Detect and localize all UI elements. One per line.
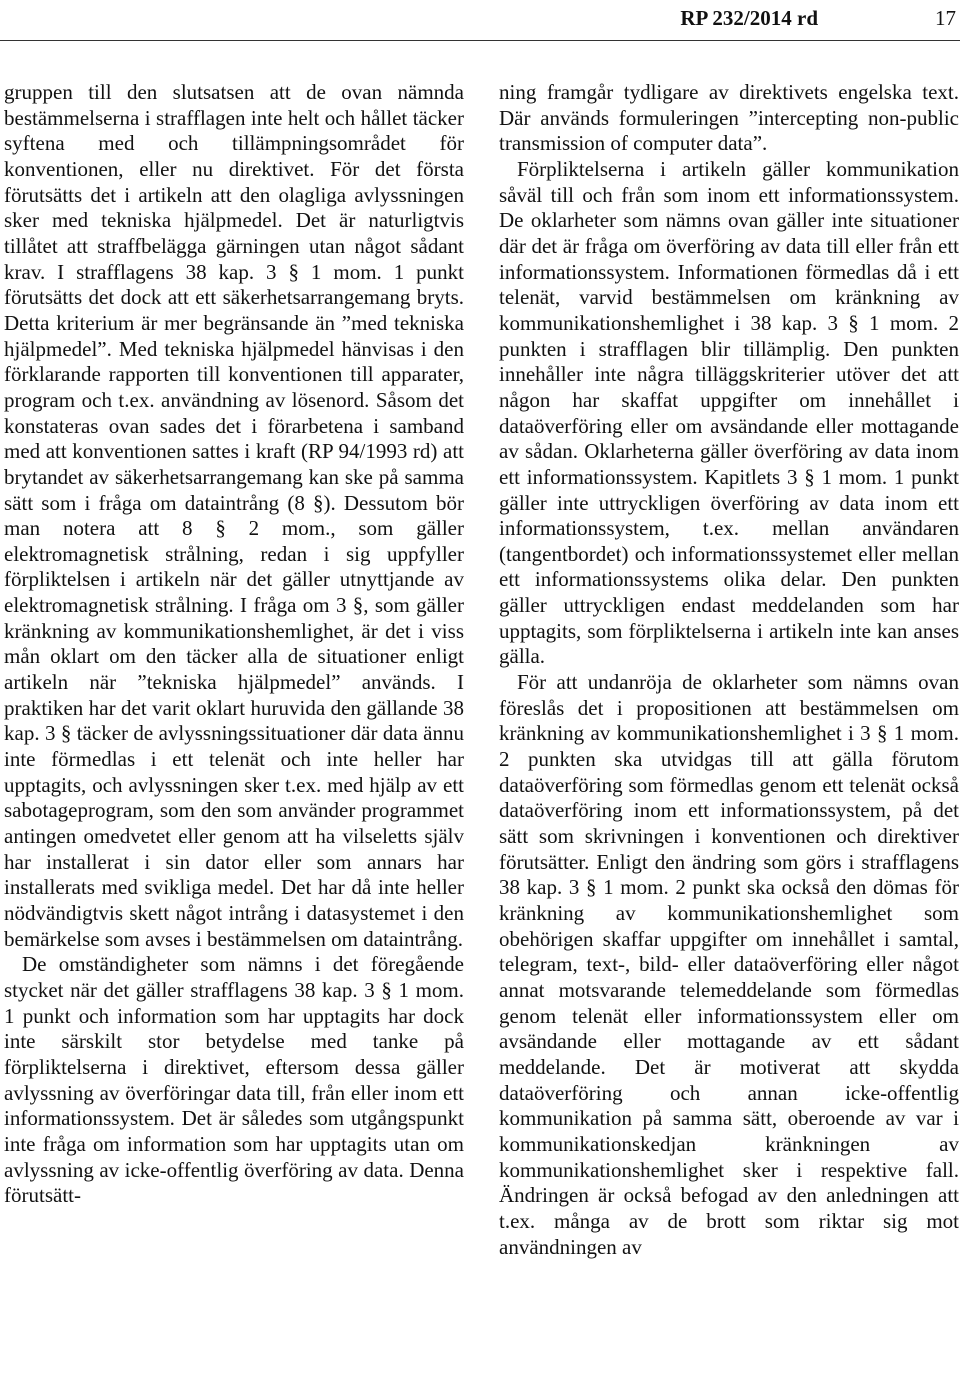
right-column xyxy=(499,80,959,1260)
paragraph: För att undanröja de oklarheter som nämns ovan föreslås det i propositionen att bestämmelsen om kränkning av kommunikationshemlighet i 3 § 1 mom. 2 punkten ska utvidgas till att gälla förutom dataöverföring som förmedlas genom ett telenät också dataöverföring inom ett informationssystem, på det sätt som skrivningen i konventionen och direktiver förutsätter. Enligt den ändring som görs i strafflagens 38 kap. 3 § 1 mom. 2 punkt ska också den dömas för kränkning av kommunikationshemlighet som obehörigen skaffar uppgifter om innehållet i samtal, telegram, text-, bild- eller dataöverföring eller något annat motsvarande telemeddelande som förmedlas genom telenät eller informationssystem eller om avsändande eller mottagande av ett sådant meddelande. Det är motiverat att skydda dataöverföring och annan icke-offentlig kommunikation på samma sätt, oberoende av var i kommunikationskedjan kränkningen av kommunikationshemlighet sker i respektive fall. Ändringen är också befogad av den anledningen att t.ex. många av de brott som riktar sig mot användningen av xyxy=(499,670,959,1259)
document-reference: RP 232/2014 rd xyxy=(680,6,818,30)
page-header xyxy=(0,6,960,36)
paragraph: De omständigheter som nämns i det föregående stycket när det gäller strafflagens 38 kap. 3 § 1 mom. 1 punkt och information som har upptagits har dock inte särskilt stor betydelse med tanke på förpliktelserna i direktivet, eftersom dessa gäller avlyssning av överföringar data till, från eller inom ett informationssystem. Det är således som utgångspunkt inte fråga om information som har upptagits utan om avlyssning av icke-offentlig överföring av data. Denna förutsätt- xyxy=(4,952,464,1208)
page-number: 17 xyxy=(935,6,956,30)
header-divider xyxy=(0,40,960,41)
paragraph: Förpliktelserna i artikeln gäller kommunikation såväl till och från som inom ett informationssystem. De oklarheter som nämns ovan gäller inte situationer där det är fråga om överföring av data till eller från ett informationssystem. Informationen förmedlas då i ett telenät, varvid bestämmelsen om kränkning av kommunikationshemlighet i 38 kap. 3 § 1 mom. 2 punkten i strafflagen blir tillämplig. Den punkten innehåller inte några tilläggskriterier utöver det att någon har skaffat uppgifter om innehållet i dataöverföring eller om avsändande eller mottagande av sådan. Oklarheterna gäller överföring av data inom ett informationssystem. Kapitlets 3 § 1 mom. 1 punkt gäller inte uttryckligen överföring av data inom ett informationssystem, t.ex. mellan användaren (tangentbordet) och informationssystemet eller mellan ett informationssystems olika delar. Den punkten gäller uttryckligen endast meddelanden som har upptagits, som förpliktelserna i artikeln inte kan anses gälla. xyxy=(499,156,959,669)
paragraph: ning framgår tydligare av direktivets engelska text. Där används formuleringen ”intercepting non-public transmission of computer data”. xyxy=(499,80,959,156)
paragraph: gruppen till den slutsatsen att de ovan nämnda bestämmelserna i strafflagen inte helt och hållet täcker syftena med och tillämpningsområdet för konventionen, eller nu direktivet. För det första förutsätts det i artikeln att den olagliga avlyssningen sker med tekniska hjälpmedel. Det är naturligtvis tillåtet att straffbelägga gärningen utan något sådant krav. I strafflagens 38 kap. 3 § 1 mom. 1 punkt förutsätts det dock att ett säkerhetsarrangemang bryts. Detta kriterium är mer begränsande än ”med tekniska hjälpmedel”. Med tekniska hjälpmedel hänvisas i den förklarande rapporten till konventionen till apparater, program och t.ex. användning av lösenord. Såsom det konstateras ovan sades det i förarbetena i samband med att konventionen sattes i kraft (RP 94/1993 rd) att brytandet av säkerhetsarrangemang kan ske på samma sätt som i fråga om dataintrång (8 §). Dessutom bör man notera att 8 § 2 mom., som gäller elektromagnetisk strålning, redan i sig uppfyller förpliktelsen i artikeln när det gäller utnyttjande av elektromagnetisk strålning. I fråga om 3 §, som gäller kränkning av kommunikationshemlighet, är det i viss mån oklart om den täcker alla de situationer enligt artikeln när ”tekniska hjälpmedel” används. I praktiken har det varit oklart huruvida den gällande 38 kap. 3 § täcker de avlyssningssituationer där data ännu inte förmedlas i ett telenät och inte heller har upptagits, och avlyssningen sker t.ex. med hjälp av ett sabotageprogram, som den som använder programmet antingen omedvetet eller genom att ha vilseletts själv har installerat i sin dator eller som annars har installerats med svikliga medel. Det har då inte heller nödvändigtvis skett något intrång i datasystemet i den bemärkelse som avses i bestämmelsen om dataintrång. xyxy=(4,80,464,951)
left-column xyxy=(4,80,464,1209)
